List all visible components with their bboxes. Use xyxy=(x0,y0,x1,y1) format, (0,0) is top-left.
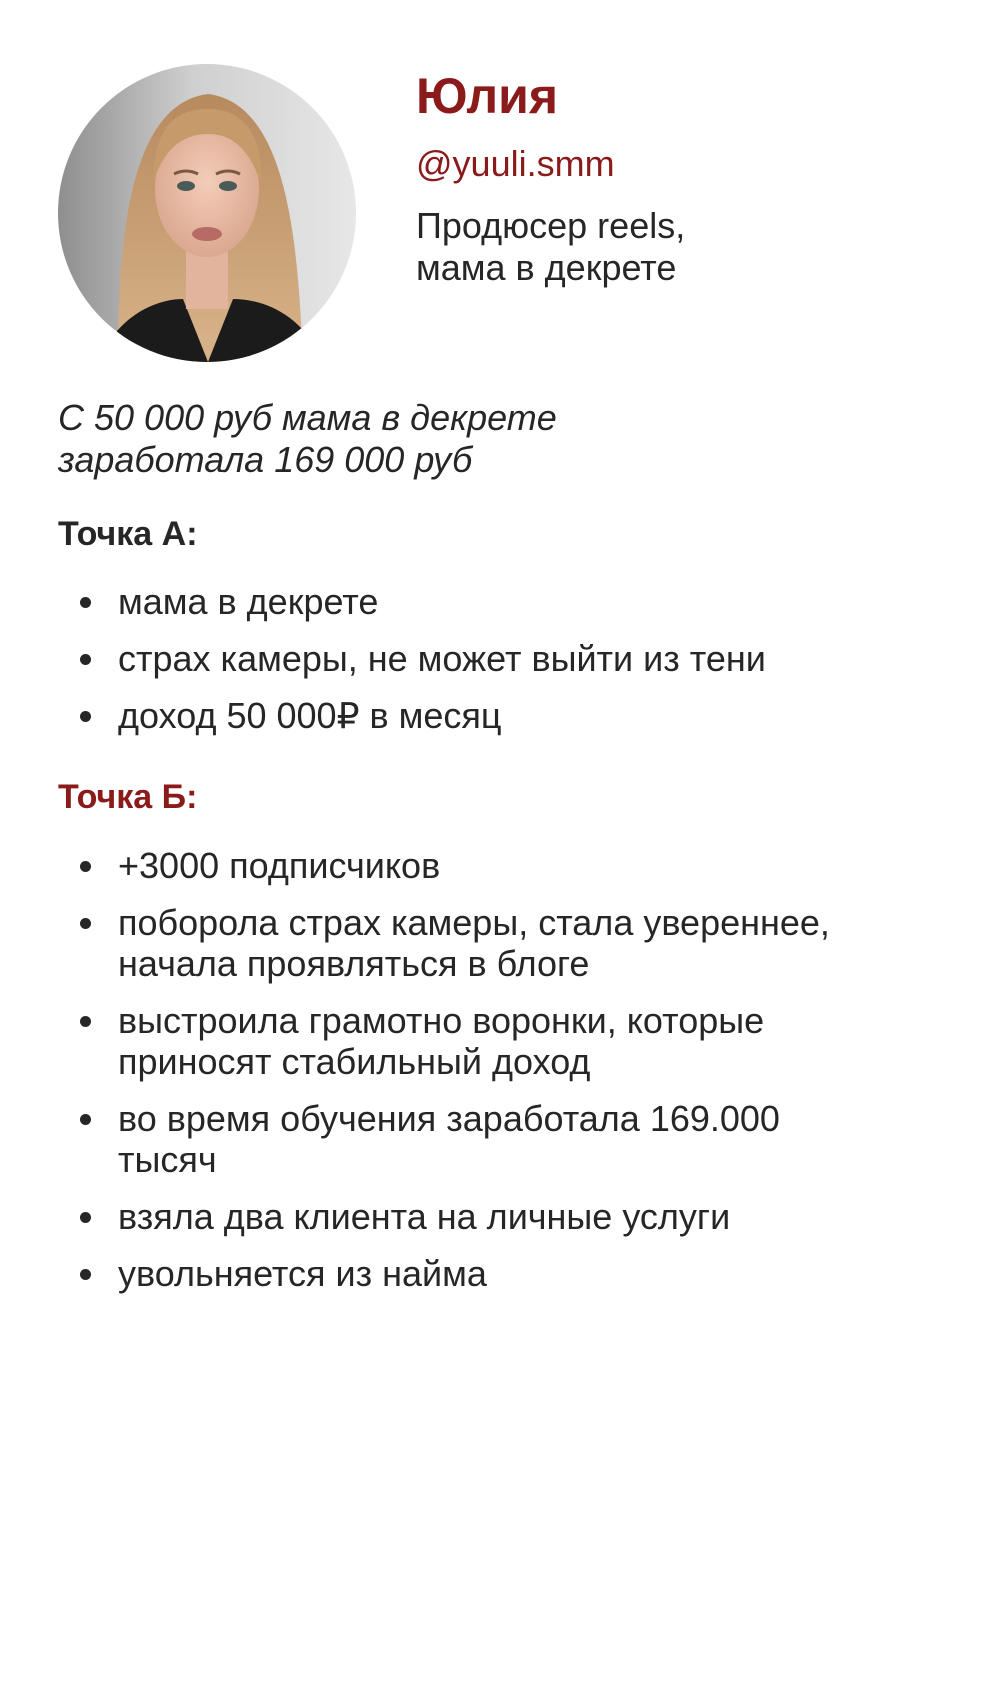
list-item xyxy=(58,845,958,886)
bullet-icon xyxy=(80,1016,91,1027)
list-item-text: выстроила грамотно воронки, которые xyxy=(118,1000,765,1041)
list-item-text: увольняется из найма xyxy=(118,1253,487,1294)
bullet-icon xyxy=(80,1269,91,1280)
list-item-text: +3000 подписчиков xyxy=(118,845,441,886)
profile-name: Юлия xyxy=(416,68,558,124)
list-item-text: страх камеры, не может выйти из тени xyxy=(118,638,766,679)
bullet-icon xyxy=(80,1114,91,1125)
list-item-text: взяла два клиента на личные услуги xyxy=(118,1196,731,1237)
bio-line: мама в декрете xyxy=(416,247,677,288)
list-item-text: поборола страх камеры, стала увереннее, xyxy=(118,902,830,943)
list-item xyxy=(58,902,958,984)
bullet-icon xyxy=(80,597,91,608)
list-item-text: мама в декрете xyxy=(118,581,379,622)
headline-line: С 50 000 руб мама в декрете xyxy=(58,397,557,438)
bio-line: Продюсер reels, xyxy=(416,205,686,246)
bullet-icon xyxy=(80,711,91,722)
headline xyxy=(58,397,557,481)
bullet-icon xyxy=(80,654,91,665)
list-item xyxy=(58,1098,958,1180)
list-item xyxy=(58,581,958,622)
point-a-title: Точка А: xyxy=(58,515,198,553)
profile-handle[interactable]: @yuuli.smm xyxy=(416,143,615,184)
list-item xyxy=(58,1000,958,1082)
avatar xyxy=(58,64,356,362)
list-item-text: тысяч xyxy=(118,1139,217,1180)
headline-line: заработала 169 000 руб xyxy=(58,439,473,480)
bullet-icon xyxy=(80,918,91,929)
list-item-text: во время обучения заработала 169.000 xyxy=(118,1098,780,1139)
list-item-text: доход 50 000₽ в месяц xyxy=(118,695,502,736)
list-item xyxy=(58,1196,958,1237)
avatar-portrait xyxy=(58,64,356,362)
list-item xyxy=(58,638,958,679)
list-item xyxy=(58,695,958,736)
bullet-icon xyxy=(80,861,91,872)
list-item-text: приносят стабильный доход xyxy=(118,1041,591,1082)
point-a-list xyxy=(58,581,958,752)
point-b-title: Точка Б: xyxy=(58,778,198,816)
profile-bio xyxy=(416,205,685,289)
bullet-icon xyxy=(80,1212,91,1223)
point-b-list xyxy=(58,845,958,1310)
list-item-text: начала проявляться в блоге xyxy=(118,943,590,984)
list-item xyxy=(58,1253,958,1294)
